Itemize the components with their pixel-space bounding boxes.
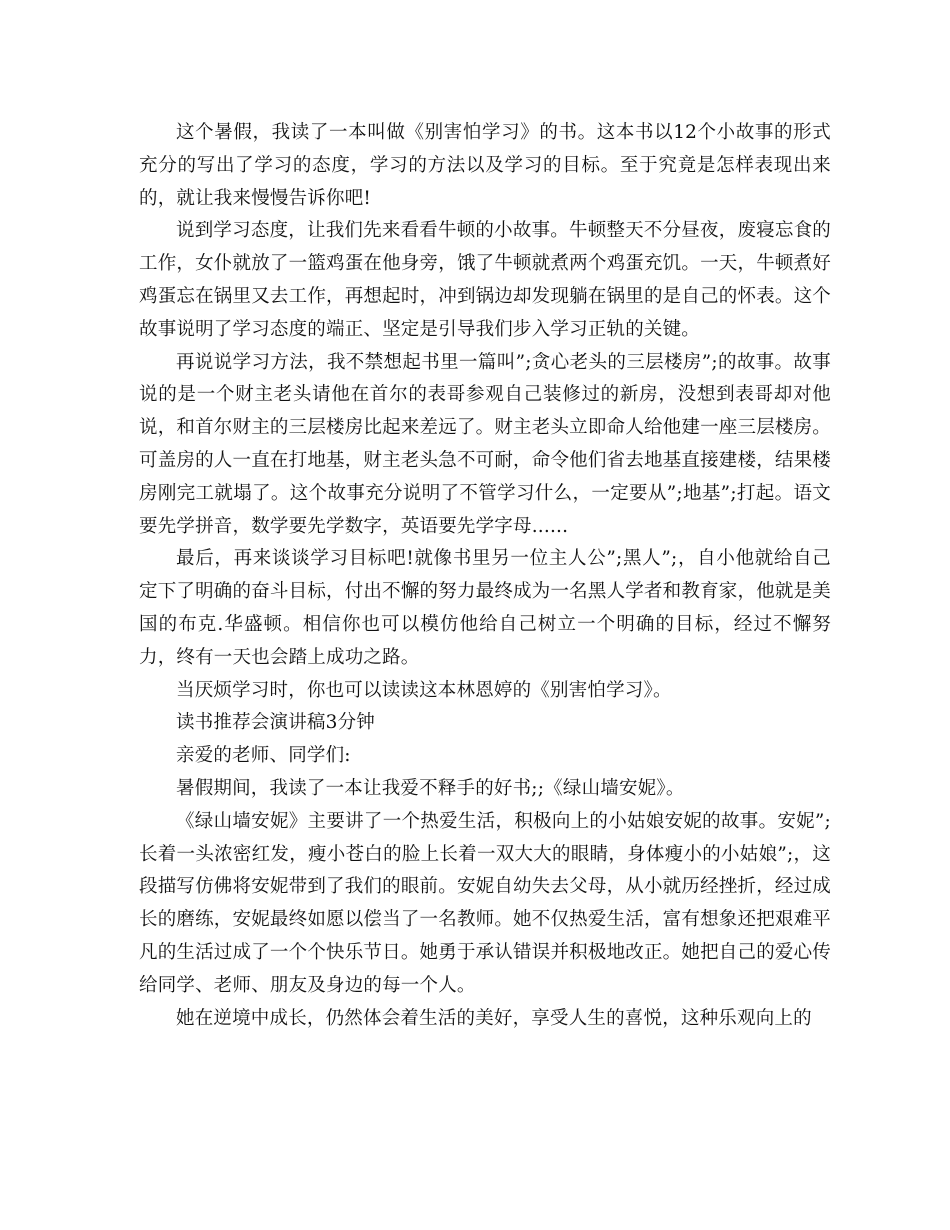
paragraph-goal: 最后，再来谈谈学习目标吧!就像书里另一位主人公”;黑人”;，自小他就给自己定下了明确的奋斗目标，付出不懈的努力最终成为一名黑人学者和教育家，他就是美国的布克.华盛顿。相信你也可以模仿他给自己树立一个明确的目标，经过不懈努力，终有一天也会踏上成功之路。 [139,548,831,668]
speech-title: 读书推荐会演讲稿3分钟 [176,712,375,734]
document-body [139,117,831,1035]
paragraph-method: 再说说学习方法，我不禁想起书里一篇叫”;贪心老头的三层楼房”;的故事。故事说的是一个财主老头请他在首尔的表哥参观自己装修过的新房，没想到表哥却对他说，和首尔财主的三层楼房比起来差远了。财主老头立即命人给他建一座三层楼房。可盖房的人一直在打地基，财主老头急不可耐，命令他们省去地基直接建楼，结果楼房刚完工就塌了。这个故事充分说明了不管学习什么，一定要从”;地基”;打起。语文要先学拼音，数学要先学数字，英语要先学字母...... [139,351,831,537]
speech-greeting: 亲爱的老师、同学们: [176,745,351,767]
paragraph-anne-story: 《绿山墙安妮》主要讲了一个热爱生活，积极向上的小姑娘安妮的故事。安妮”;长着一头浓密红发，瘦小苍白的脸上长着一双大大的眼睛，身体瘦小的小姑娘”;，这段描写仿佛将安妮带到了我们的眼前。安妮自幼失去父母，从小就历经挫折，经过成长的磨练，安妮最终如愿以偿当了一名教师。她不仅热爱生活，富有想象还把艰难平凡的生活过成了一个个快乐节日。她勇于承认错误并积极地改正。她把自己的爱心传给同学、老师、朋友及身边的每一个人。 [139,810,831,996]
paragraph-intro: 这个暑假，我读了一本叫做《别害怕学习》的书。这本书以12个小故事的形式充分的写出了学习的态度，学习的方法以及学习的目标。至于究竟是怎样表现出来的，就让我来慢慢告诉你吧! [139,122,831,209]
paragraph-attitude: 说到学习态度，让我们先来看看牛顿的小故事。牛顿整天不分昼夜，废寝忘食的工作，女仆就放了一篮鸡蛋在他身旁，饿了牛顿就煮两个鸡蛋充饥。一天，牛顿煮好鸡蛋忘在锅里又去工作，再想起时，冲到锅边却发现躺在锅里的是自己的怀表。这个故事说明了学习态度的端正、坚定是引导我们步入学习正轨的关键。 [139,220,831,340]
paragraph-closing: 当厌烦学习时，你也可以读读这本林恩婷的《别害怕学习》。 [176,679,672,701]
paragraph-book-intro: 暑假期间，我读了一本让我爱不释手的好书;;《绿山墙安妮》。 [176,777,685,799]
paragraph-anne-growth: 她在逆境中成长，仍然体会着生活的美好，享受人生的喜悦，这种乐观向上的 [176,1007,812,1029]
